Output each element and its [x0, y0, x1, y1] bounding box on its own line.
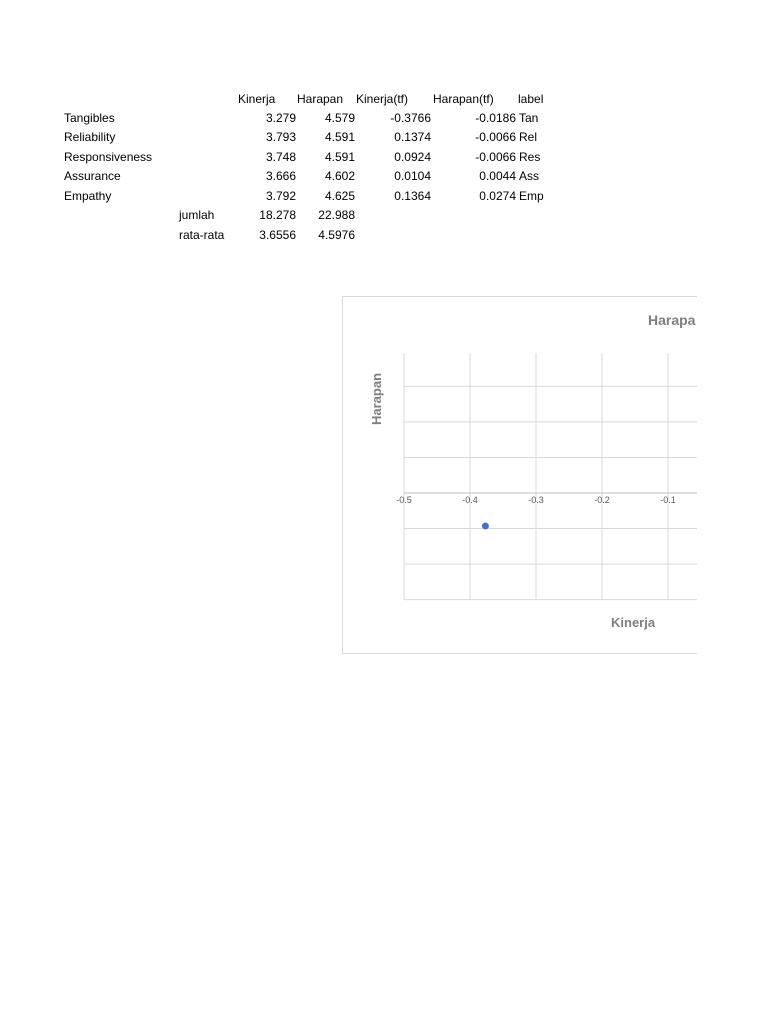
- x-tick-label: -0.2: [594, 495, 610, 505]
- x-tick-label: -0.3: [528, 495, 544, 505]
- cell-label: Ass: [519, 169, 540, 183]
- cell-label: Rel: [519, 130, 538, 144]
- row-name: Reliability: [64, 130, 116, 144]
- cell-harapan: 4.591: [324, 150, 355, 164]
- x-tick-label: -0.5: [396, 495, 412, 505]
- cell-harapan-tf: -0.0186: [475, 111, 516, 125]
- scatter-chart[interactable]: [342, 296, 697, 654]
- row-name: Responsiveness: [64, 150, 153, 164]
- row-name: Assurance: [64, 169, 121, 183]
- summary-harapan: 22.988: [318, 208, 355, 222]
- summary-harapan: 4.5976: [318, 228, 355, 242]
- cell-kinerja: 3.666: [265, 169, 296, 183]
- row-name: Tangibles: [64, 111, 115, 125]
- cell-kinerja-tf: 0.0924: [394, 150, 431, 164]
- header-harapan-tf: Harapan(tf): [433, 92, 494, 106]
- summary-label-rata-rata: rata-rata: [179, 228, 225, 242]
- cell-label: Tan: [519, 111, 539, 125]
- x-tick-label: -0.1: [660, 495, 676, 505]
- cell-kinerja-tf: 0.1364: [394, 189, 431, 203]
- cell-harapan-tf: -0.0066: [475, 130, 516, 144]
- cell-label: Res: [519, 150, 541, 164]
- header-label: label: [518, 92, 544, 106]
- header-kinerja: Kinerja: [238, 92, 276, 106]
- row-name: Empathy: [64, 189, 112, 203]
- cell-kinerja: 3.793: [265, 130, 296, 144]
- cell-kinerja: 3.792: [265, 189, 296, 203]
- chart-title: Harapa: [648, 312, 696, 328]
- data-point: [482, 523, 489, 530]
- cell-kinerja-tf: -0.3766: [390, 111, 431, 125]
- y-axis-label: Harapan: [369, 372, 384, 425]
- x-axis-label: Kinerja: [611, 615, 656, 630]
- header-kinerja-tf: Kinerja(tf): [356, 92, 409, 106]
- header-harapan: Harapan: [297, 92, 344, 106]
- cell-kinerja: 3.748: [265, 150, 296, 164]
- summary-kinerja: 3.6556: [259, 228, 296, 242]
- cell-harapan-tf: 0.0044: [479, 169, 516, 183]
- cell-kinerja-tf: 0.1374: [394, 130, 431, 144]
- cell-kinerja-tf: 0.0104: [394, 169, 431, 183]
- chart-plot-area: [343, 297, 697, 653]
- cell-harapan: 4.579: [324, 111, 355, 125]
- cell-kinerja: 3.279: [265, 111, 296, 125]
- cell-harapan-tf: 0.0274: [479, 189, 516, 203]
- cell-harapan: 4.602: [324, 169, 355, 183]
- cell-harapan: 4.625: [324, 189, 355, 203]
- summary-kinerja: 18.278: [259, 208, 296, 222]
- cell-harapan-tf: -0.0066: [475, 150, 516, 164]
- x-tick-label: -0.4: [462, 495, 478, 505]
- summary-label-jumlah: jumlah: [179, 208, 215, 222]
- cell-label: Emp: [519, 189, 544, 203]
- cell-harapan: 4.591: [324, 130, 355, 144]
